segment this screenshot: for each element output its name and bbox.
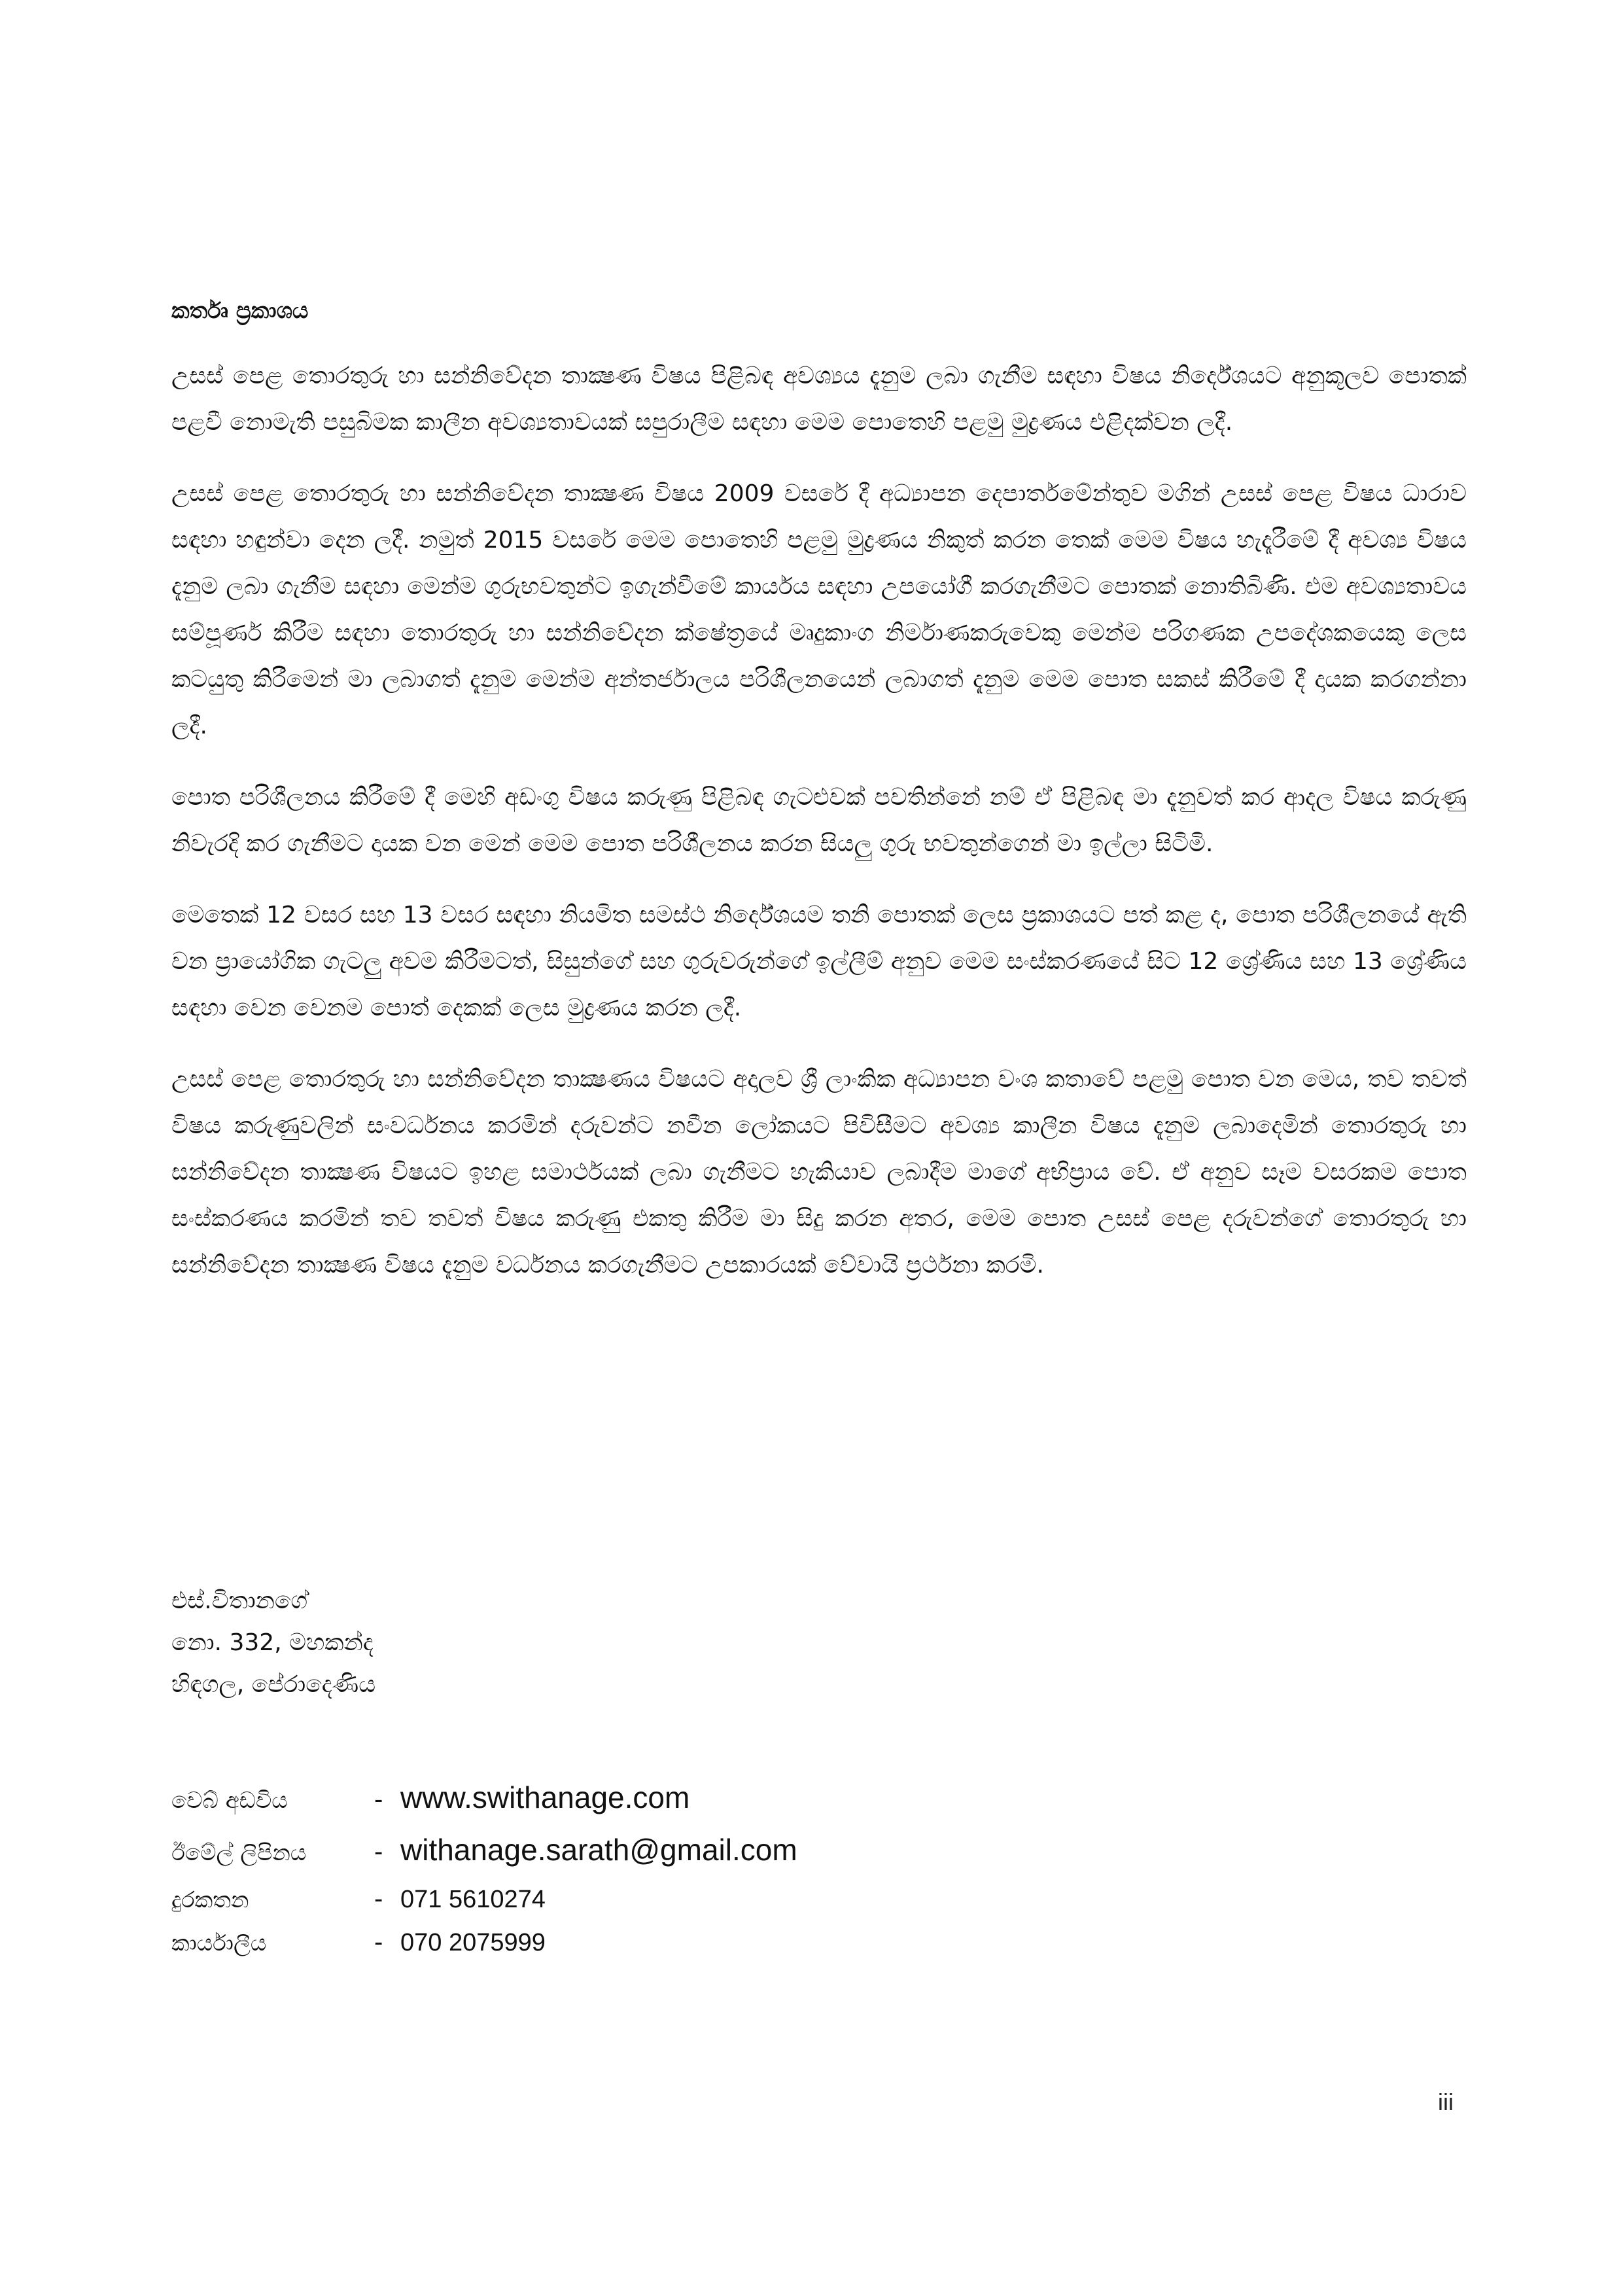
paragraph-1: උසස් පෙළ තොරතුරු හා සන්නිවේදන තාක්‍ෂණ විෂය පිළිබඳ අවශ්‍යය දැනුම ලබා ගැනීම සඳහා විෂය නිර්දේශයට අනුකූලව පොතක් පළවී නොමැති පසුබිමක කාලීන අවශ්‍යතාවයක් සපුරාලීම සඳහා මෙම පොතෙහි පළමු මුද්‍රණය එළිදක්වන ලදී. [171,362,1467,436]
contact-row-office [171,1928,797,1971]
preface-heading: කර්තෘ ප්‍රකාශය [171,298,309,324]
preface-body [171,298,1467,1313]
separator-dash: - [374,1884,383,1913]
paragraph-5: උසස් පෙළ තොරතුරු හා සන්නිවේදන තාක්‍ෂණය විෂයට අදාලව ශ්‍රී ලාංකික අධ්‍යාපන වංශ කතාවේ පළමු පොත වන මෙය, තව තවත් විෂය කරුණුවලින් සංවර්ධනය කරමින් දරුවන්ට නවීන ලෝකයට පිවිසීමට අවශ්‍ය කාලීන විෂය දැනුම ලබාදෙමින් තොරතුරු හා සන්නිවේදන තාක්‍ෂණ විෂයට ඉහළ සමාර්ථයක් ලබා ගැනීමට හැකියාව ලබාදීම මාගේ අභිප්‍රාය වේ. ඒ අනුව සෑම වසරකම පොත සංස්කරණය කරමින් තව තවත් විෂය කරුණු එකතු කිරීම මා සිදු කරන අතර, මෙම පොත උසස් පෙළ දරුවන්ගේ තොරතුරු හා සන්නිවේදන තාක්‍ෂණ විෂය දැනුම වර්ධනය කරගැනීමට උපකාරයක් වේවායි ප්‍රර්ථනා කරමි. [171,1066,1467,1279]
office-label: කාර්යාලීය [171,1930,267,1956]
author-address-line-2: හිඳගල, පේරාදෙණිය [171,1671,376,1698]
separator-dash: - [374,1928,383,1956]
paragraph-4: මෙතෙක් 12 වසර සහ 13 වසර සඳහා නියමිත සමස්ථ නිර්දේශයම තනි පොතක් ලෙස ප්‍රකාශයට පත් කළ ද, පොත පරිශීලනයේ ඇති වන ප්‍රායෝගික ගැටලු අවම කිරීමටත්, සිසුන්ගේ සහ ගුරුවරුන්ගේ ඉල්ලීම් අනුව මෙම සංස්කරණයේ සිට 12 ශ්‍රේණිය සහ 13 ශ්‍රේණිය සඳහා වෙන වෙනම පොත් දෙකක් ලෙස මුද්‍රණය කරන ලදී. [171,902,1467,1021]
separator-dash: - [374,1837,383,1866]
page-number: iii [1438,2089,1454,2115]
email-label: ඊමේල් ලිපිනය [171,1840,307,1866]
website-label: වෙබ් අඩවිය [171,1788,288,1814]
contact-row-phone [171,1884,797,1928]
author-address-line-1: නො. 332, මහකන්ද [171,1629,374,1656]
phone-number: 071 5610274 [400,1886,546,1913]
email-link[interactable]: withanage.sarath@gmail.com [400,1833,797,1867]
author-signature-block [171,1580,375,1706]
contact-row-email [171,1832,797,1884]
contact-details [171,1780,797,1971]
paragraph-2: උසස් පෙළ තොරතුරු හා සන්නිවේදන තාක්‍ෂණ විෂය 2009 වසරේ දී අධ්‍යාපන දෙපාර්තමේන්තුව මගින් උසස් පෙළ විෂය ධාරාව සඳහා හඳුන්වා දෙන ලදී. නමුත් 2015 වසරේ මෙම පොතෙහි පළමු මුද්‍රණය නිකුත් කරන තෙක් මෙම විෂය හැදෑරීමේ දී අවශ්‍ය විෂය දැනුම ලබා ගැනීම සඳහා මෙන්ම ගුරුභවතුන්ට ඉගැන්වීමේ කාර්යය සඳහා උපයෝගී කරගැනීමට පොතක් නොතිබිණි. එම අවශ්‍යතාවය සම්පූර්ණ කිරීම සඳහා තොරතුරු හා සන්නිවේදන ක්ෂේත්‍රයේ මෘදුකාංග නිර්මාණකරුවෙකු මෙන්ම පරිගණක උපදේශකයෙකු ලෙස කටයුතු කිරීමෙන් මා ලබාගත් දැනුම මෙන්ම අන්තර්ජාලය පරිශීලනයෙන් ලබාගත් දැනුම මෙම පොත සකස් කිරීමේ දී දායක කරගන්නා ලදී. [171,480,1467,739]
separator-dash: - [374,1785,383,1814]
phone-label: දුරකතන [171,1887,249,1913]
website-link[interactable]: www.swithanage.com [400,1780,690,1814]
paragraph-3: පොත පරිශීලනය කිරීමේ දී මෙහි අඩංගු විෂය කරුණු පිළිබඳ ගැටළුවක් පවතින්නේ නම් ඒ පිළිබඳ මා දැනුවත් කර ආදල විෂය කරුණු නිවැරදි කර ගැනීමට දායක වන මෙන් මෙම පොත පරිශීලනය කරන සියලු ගුරු භවතුන්ගෙන් මා ඉල්ලා සිටිමි. [171,784,1467,857]
contact-row-website [171,1780,797,1832]
office-number: 070 2075999 [400,1929,546,1956]
author-name: එස්.විතානගේ [171,1587,308,1614]
